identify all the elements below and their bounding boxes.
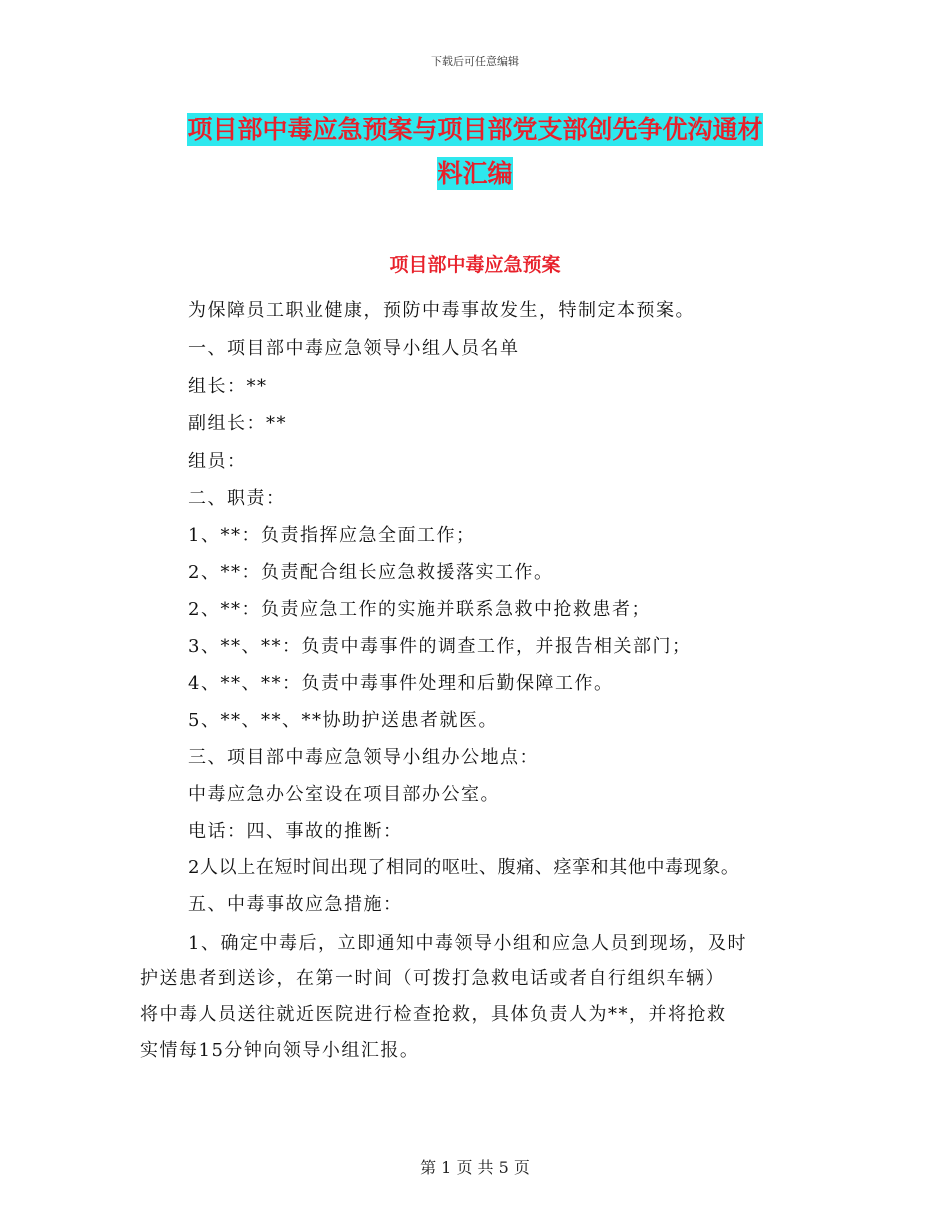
body-line: 电话：四、事故的推断： bbox=[188, 821, 403, 842]
body-line: 组长：** bbox=[188, 376, 268, 397]
body-line: 3、**、**：负责中毒事件的调查工作，并报告相关部门； bbox=[188, 636, 692, 657]
body-line: 护送患者到送诊，在第一时间（可拨打急救电话或者自行组织车辆） bbox=[140, 968, 725, 989]
page-footer: 第 1 页 共 5 页 bbox=[420, 1158, 530, 1177]
body-line: 三、项目部中毒应急领导小组办公地点： bbox=[188, 747, 539, 768]
body-line: 实情每15分钟向领导小组汇报。 bbox=[140, 1040, 420, 1061]
document-title-text-1: 项目部中毒应急预案与项目部党支部创先争优沟通材 bbox=[187, 115, 763, 144]
body-line: 2人以上在短时间出现了相同的呕吐、腹痛、痉挛和其他中毒现象。 bbox=[188, 857, 740, 878]
body-line: 1、确定中毒后，立即通知中毒领导小组和应急人员到现场，及时 bbox=[188, 933, 747, 954]
body-line: 中毒应急办公室设在项目部办公室。 bbox=[188, 784, 500, 805]
body-line: 五、中毒事故应急措施： bbox=[188, 894, 403, 915]
body-line: 为保障员工职业健康，预防中毒事故发生，特制定本预案。 bbox=[188, 300, 695, 321]
document-title-line-2 bbox=[0, 158, 950, 190]
section-title: 项目部中毒应急预案 bbox=[389, 254, 561, 276]
body-line: 5、**、**、**协助护送患者就医。 bbox=[188, 710, 498, 731]
body-line: 4、**、**：负责中毒事件处理和后勤保障工作。 bbox=[188, 673, 614, 694]
body-line: 二、职责： bbox=[188, 488, 286, 509]
body-line: 副组长：** bbox=[188, 413, 287, 434]
body-line: 组员： bbox=[188, 451, 247, 472]
body-line: 一、项目部中毒应急领导小组人员名单 bbox=[188, 338, 520, 359]
header-note: 下载后可任意编辑 bbox=[431, 55, 519, 68]
body-line: 将中毒人员送往就近医院进行检查抢救，具体负责人为**，并将抢救 bbox=[140, 1004, 727, 1025]
body-line: 2、**：负责配合组长应急救援落实工作。 bbox=[188, 562, 554, 583]
body-line: 2、**：负责应急工作的实施并联系急救中抢救患者； bbox=[188, 599, 651, 620]
document-title-line-1 bbox=[0, 114, 950, 146]
document-title-text-2: 料汇编 bbox=[437, 159, 513, 188]
body-line: 1、**：负责指挥应急全面工作； bbox=[188, 525, 476, 546]
